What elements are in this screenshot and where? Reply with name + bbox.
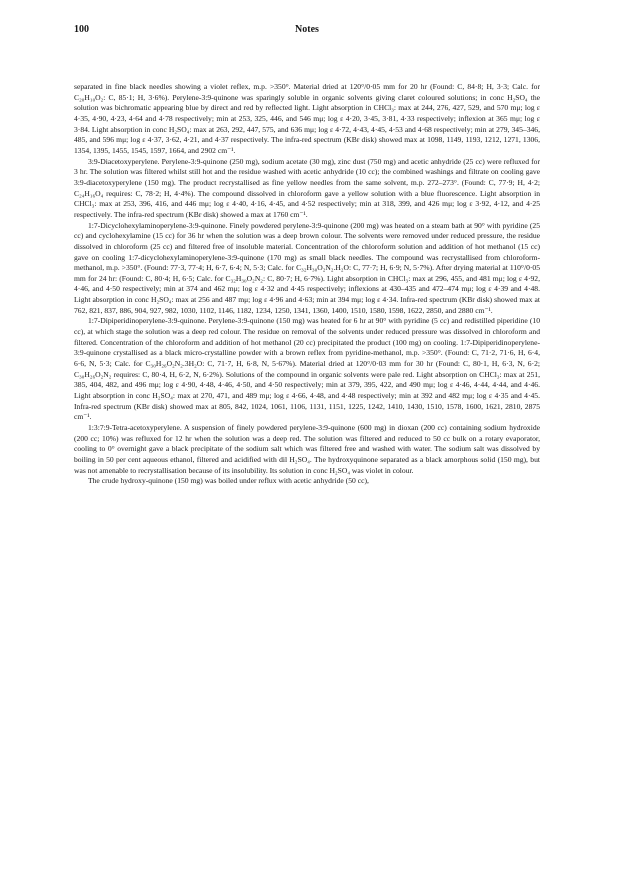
paragraph-perylene-quinone-properties: separated in fine black needles showing a violet reflex, m.p. >350°. Material dried at 120°/0·05 mm for 20 hr (Found: C, 84·8; H, 3·3; Calc. for C₂₀H₁₀O₂: C, 85·1; H, 3·6%). Perylene-3:9-quinone was sparingly soluble in organic solvents giving claret coloured solutions; in conc H₂SO₄ the solution was bichromatic appearing blue by direct and red by reflected light. Light absorption in CHCl₃: max at 244, 276, 427, 529, and 570 mμ; log ε 4·35, 4·90, 4·23, 4·64 and 4·78 respectively; min at 253, 325, 446, and 546 mμ; log ε 4·20, 3·45, 3·81, 4·33 respectively; inflexion at 365 mμ; log ε 3·84. Light absorption in conc H₂SO₄: max at 263, 292, 447, 575, and 636 mμ; log ε 4·72, 4·43, 4·45, 4·53 and 4·68 respectively; min at 279, 345–346, 485, and 596 mμ; log ε 4·37, 3·62, 4·21, and 4·37 respectively. The infra-red spectrum (KBr disk) showed max at 1098, 1149, 1193, 1212, 1271, 1306, 1354, 1395, 1455, 1545, 1597, 1664, and 2902 cm⁻¹. [74, 82, 540, 155]
paragraph-dicyclohexylaminoperylene-quinone: 1:7-Dicyclohexylaminoperylene-3:9-quinone. Finely powdered perylene-3:9-quinone (200 mg) was heated on a steam bath at 90° with pyridine (25 cc) and cyclohexylamine (15 cc) for 36 hr when the solution was a deep brown colour. The solvents were removed under reduced pressure, the residue dissolved in chloroform (25 cc) and filtered free of insoluble material. Concentration of the chloroform solution and addition of hot methanol (15 cc) gave on cooling 1:7-dicyclohexylaminoperylene-3:9-quinone (170 mg) as small black needles. The compound was recrystallised from chloroform-methanol, m.p. >350°. (Found: 77·3, 77·4; H, 6·7, 6·4; N, 5·3; Calc. for C₃₂H₃₀O₂N₂.H₂O: C, 77·7; H, 6·9; N, 5·7%). After drying material at 110°/0·05 mm for 24 hr: (Found: C, 80·4; H, 6·5; Calc. for C₃₂H₃₀O₂N₂: C, 80·7; H, 6·7%). Light absorption in CHCl₃: max at 296, 455, and 481 mμ; log ε 4·92, 4·46, and 4·50 respectively; min at 374 and 462 mμ; log ε 4·32 and 4·45 respectively; inflexions at 430–435 and 472–474 mμ; log ε 4·39 and 4·48. Light absorption in conc H₂SO₄: max at 256 and 487 mμ; log ε 4·96 and 4·63; min at 394 mμ; log ε 4·34. Infra-red spectrum (KBr disk) showed max at 762, 821, 837, 886, 904, 927, 982, 1030, 1102, 1146, 1182, 1234, 1250, 1341, 1360, 1400, 1510, 1580, 1598, 1622, 2850, and 2880 cm⁻¹. [74, 220, 540, 315]
paragraph-diacetoxyperylene: 3:9-Diacetoxyperylene. Perylene-3:9-quinone (250 mg), sodium acetate (30 mg), zinc dust (750 mg) and acetic anhydride (25 cc) were refluxed for 3 hr. The solution was filtered whilst still hot and the residue washed with acetic anhydride (10 cc); the combined washings and filtrate on cooling gave 3:9-diacetoxyperylene (150 mg). The product recrystallised as fine yellow needles from the same solvent, m.p. 272–273°. (Found: C, 77·9; H, 4·2; C₂₄H₁₆O₄ requires: C, 78·2; H, 4·4%). The compound dissolved in chloroform gave a yellow solution with a blue fluorescence. Light absorption in CHCl₃: max at 253, 396, 416, and 446 mμ; log ε 4·40, 4·16, 4·45, and 4·52 respectively; min at 318, 399, and 426 mμ; log ε 3·92, 4·12, and 4·25 respectively. The infra-red spectrum (KBr disk) showed a max at 1760 cm⁻¹. [74, 156, 540, 219]
notes-body [74, 82, 540, 487]
journal-page [74, 24, 540, 487]
running-title: Notes [295, 24, 319, 35]
page-header [74, 24, 540, 44]
page-number: 100 [74, 24, 89, 35]
paragraph-tetra-acetoxyperylene: 1:3:7:9-Tetra-acetoxyperylene. A suspension of finely powdered perylene-3:9-quinone (600 mg) in dioxan (200 cc) containing sodium hydroxide (200 cc; 10%) was refluxed for 12 hr when the solution was a deep red. The solution was filtered and reduced to 50 cc bulk on a rotary evaporator, cooling to 0° overnight gave a black precipitate of the sodium salt which was filtered free and washed with water. The sodium salt was dissolved by boiling in 50 per cent aqueous ethanol, filtered and acidified with dil H₂SO₄. The hydroxyquinone separated as a black amorphous solid (150 mg), but was not amenable to recrystallisation because of its insolubility. Its solution in conc H₂SO₄ was violet in colour. [74, 423, 540, 475]
paragraph-crude-hydroxy-quinone: The crude hydroxy-quinone (150 mg) was boiled under reflux with acetic anhydride (50 cc), [88, 476, 369, 486]
paragraph-dipiperidinoperylene-quinone: 1:7-Dipiperidinoperylene-3:9-quinone. Perylene-3:9-quinone (150 mg) was heated for 6 hr at 90° with pyridine (5 cc) and redistilled piperidine (10 cc), at which stage the solution was a deep red colour. The residue on removal of the solvents under reduced pressure was dissolved in chloroform and filtered. Concentration of the chloroform and addition of hot methanol (20 cc) precipitated the product (100 mg) on cooling. 1:7-Dipiperidinoperylene-3:9-quinone crystallised as a black micro-crystalline powder with a brown reflex from pyridine-methanol, m.p. >350°. (Found: C, 71·2, 71·6, H, 6·4, 6·6, N, 5·3; Calc. for C₃₀H₂₆O₂N₂.3H₂O: C, 71·7, H, 6·8, N, 5·67%). Material dried at 120°/0·03 mm for 30 hr (Found: C, 80·1, H, 6·3, N, 6·2; C₃₀H₂₆O₂N₂ requires: C, 80·4, H, 6·2, N, 6·2%). Solutions of the compound in organic solvents were pale red. Light absorption on CHCl₃: max at 251, 385, 404, 482, and 496 mμ; log ε 4·90, 4·48, 4·46, 4·50, and 4·50 respectively; min at 379, 395, 422, and 490 mμ; log ε 4·46, 4·44, 4·44, and 4·46. Light absorption in conc H₂SO₄: max at 270, 471, and 489 mμ; log ε 4·66, 4·48, and 4·48 respectively; min at 392 and 482 mμ; log ε 4·35 and 4·45. Infra-red spectrum (KBr disk) showed max at 805, 842, 1024, 1061, 1106, 1131, 1151, 1225, 1242, 1410, 1430, 1510, 1578, 1600, 1621, 2810, 2875 cm⁻¹. [74, 316, 540, 422]
